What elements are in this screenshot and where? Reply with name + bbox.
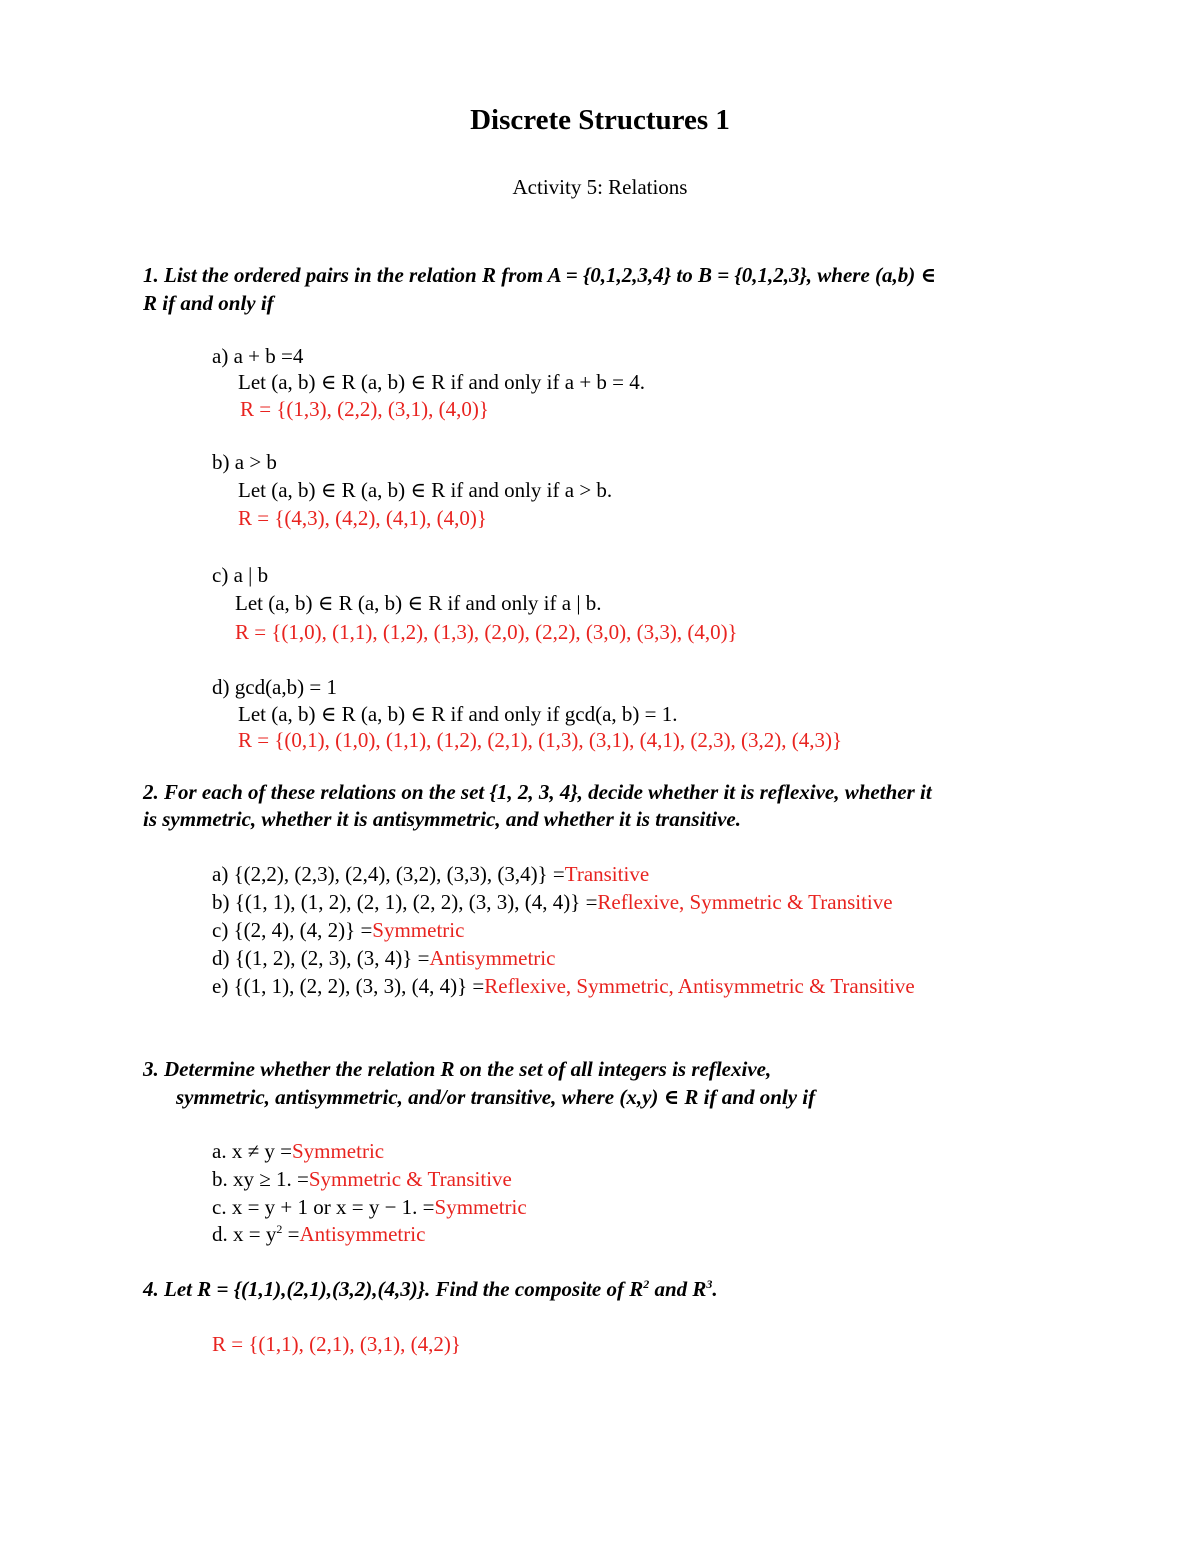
q4-exponent-3: 3	[706, 1277, 713, 1291]
q3c-row	[212, 1195, 527, 1220]
q2b-relation: b) {(1, 1), (1, 2), (2, 1), (2, 2), (3, 3), (4, 4)} =	[212, 890, 598, 914]
q1-prompt-line2: R if and only if	[143, 291, 274, 315]
q2a-relation: a) {(2,2), (2,3), (2,4), (3,2), (3,3), (3,4)} =	[212, 862, 565, 886]
q2e-relation: e) {(1, 1), (2, 2), (3, 3), (4, 4)} =	[212, 974, 485, 998]
q3b-condition: b. xy ≥ 1. =	[212, 1167, 309, 1191]
q2d-relation: d) {(1, 2), (2, 3), (3, 4)} =	[212, 946, 430, 970]
q1a-let: Let (a, b) ∈ R (a, b) ∈ R if and only if a + b = 4.	[238, 370, 646, 394]
q1d-label: d) gcd(a,b) = 1	[212, 675, 337, 699]
q2a-answer: Transitive	[564, 862, 650, 886]
q3d-equals: =	[282, 1222, 300, 1246]
q4-prompt-text: 4. Let R = {(1,1),(2,1),(3,2),(4,3)}. Find the composite of R	[143, 1277, 644, 1301]
q3b-row	[212, 1167, 512, 1192]
q1a-label: a) a + b =4	[212, 344, 304, 368]
q4-exponent-2: 2	[643, 1277, 650, 1291]
q1b-answer: R = {(4,3), (4,2), (4,1), (4,0)}	[238, 506, 487, 530]
q3-prompt-line1: 3. Determine whether the relation R on the set of all integers is reflexive,	[143, 1057, 772, 1081]
q3a-answer: Symmetric	[291, 1139, 385, 1163]
q3a-row	[212, 1139, 384, 1164]
q4-prompt-end: .	[712, 1277, 718, 1301]
q3-prompt-line2: symmetric, antisymmetric, and/or transitive, where (x,y) ∈ R if and only if	[176, 1085, 816, 1109]
document-subtitle: Activity 5: Relations	[512, 175, 688, 199]
q2-prompt-line1: 2. For each of these relations on the set {1, 2, 3, 4}, decide whether it is reflexive, whether it	[143, 780, 932, 804]
q3d-exponent: 2	[276, 1222, 283, 1236]
q3d-row	[212, 1222, 425, 1247]
q2c-row	[212, 918, 464, 943]
q3b-answer: Symmetric & Transitive	[308, 1167, 512, 1191]
q3d-answer: Antisymmetric	[299, 1222, 426, 1246]
q3c-condition: c. x = y + 1 or x = y − 1. =	[212, 1195, 435, 1219]
q2a-row	[212, 862, 649, 887]
q1b-label: b) a > b	[212, 450, 277, 474]
q1c-label: c) a | b	[212, 563, 269, 587]
q1d-answer: R = {(0,1), (1,0), (1,1), (1,2), (2,1), (1,3), (3,1), (4,1), (2,3), (3,2), (4,3)}	[238, 728, 843, 752]
q1d-let: Let (a, b) ∈ R (a, b) ∈ R if and only if gcd(a, b) = 1.	[238, 702, 678, 726]
q3d-condition: d. x = y	[212, 1222, 277, 1246]
q3c-answer: Symmetric	[434, 1195, 527, 1219]
q2b-row	[212, 890, 893, 915]
q1c-let: Let (a, b) ∈ R (a, b) ∈ R if and only if a | b.	[235, 591, 602, 615]
q2b-answer: Reflexive, Symmetric & Transitive	[597, 890, 893, 914]
q2c-answer: Symmetric	[372, 918, 465, 942]
q1a-answer: R = {(1,3), (2,2), (3,1), (4,0)}	[240, 397, 489, 421]
q2d-answer: Antisymmetric	[429, 946, 556, 970]
q2-prompt-line2: is symmetric, whether it is antisymmetric, and whether it is transitive.	[143, 807, 741, 831]
q2e-row	[212, 974, 915, 999]
q3a-condition: a. x ≠ y =	[212, 1139, 292, 1163]
q1b-let: Let (a, b) ∈ R (a, b) ∈ R if and only if a > b.	[238, 478, 613, 502]
q2c-relation: c) {(2, 4), (4, 2)} =	[212, 918, 373, 942]
q2e-answer: Reflexive, Symmetric, Antisymmetric & Transitive	[484, 974, 915, 998]
document-title: Discrete Structures 1	[470, 104, 730, 136]
q4-prompt-and: and R	[649, 1277, 707, 1301]
q1c-answer: R = {(1,0), (1,1), (1,2), (1,3), (2,0), (2,2), (3,0), (3,3), (4,0)}	[235, 620, 738, 644]
q1-prompt-line1: 1. List the ordered pairs in the relation R from A = {0,1,2,3,4} to B = {0,1,2,3}, where (a,b) ∈	[143, 263, 937, 287]
q4-answer: R = {(1,1), (2,1), (3,1), (4,2)}	[212, 1332, 461, 1356]
q4-prompt	[143, 1277, 718, 1302]
q2d-row	[212, 946, 555, 971]
